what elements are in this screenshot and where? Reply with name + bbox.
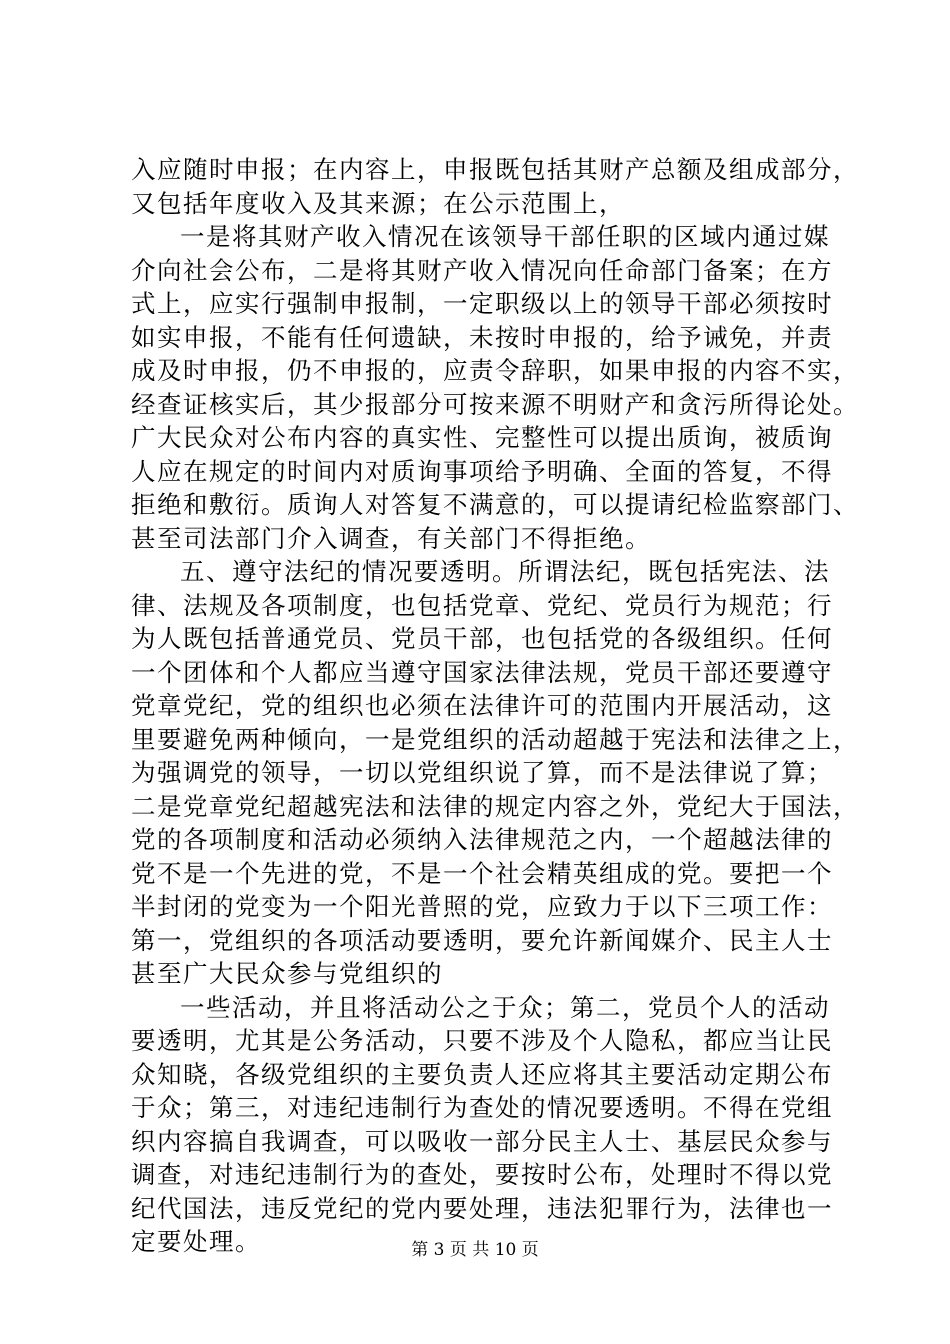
text-line: 于众；第三，对违纪违制行为查处的情况要透明。不得在党组 <box>131 1093 833 1122</box>
text-line: 众知晓，各级党组织的主要负责人还应将其主要活动定期公布 <box>131 1059 833 1089</box>
text-line: 调查，对违纪违制行为的查处，要按时公布，处理时不得以党 <box>131 1160 833 1189</box>
text-line: 又包括年度收入及其来源；在公示范围上， <box>131 188 625 218</box>
text-line: 党不是一个先进的党，不是一个社会精英组成的党。要把一个 <box>131 858 833 888</box>
text-line: 二是党章党纪超越宪法和法律的规定内容之外，党纪大于国法， <box>131 791 859 821</box>
text-line: 律、法规及各项制度，也包括党章、党纪、党员行为规范；行 <box>131 590 833 620</box>
text-line: 要透明，尤其是公务活动，只要不涉及个人隐私，都应当让民 <box>131 1026 833 1055</box>
text-line: 甚至广大民众参与党组织的 <box>131 959 443 988</box>
text-line: 入应随时申报；在内容上，申报既包括其财产总额及组成部分， <box>131 155 859 184</box>
text-line: 一个团体和个人都应当遵守国家法律法规，党员干部还要遵守 <box>131 657 833 687</box>
text-line: 五、遵守法纪的情况要透明。所谓法纪，既包括宪法、法 <box>180 557 830 586</box>
text-line: 半封闭的党变为一个阳光普照的党，应致力于以下三项工作： <box>131 892 833 921</box>
text-line: 甚至司法部门介入调查，有关部门不得拒绝。 <box>131 523 651 553</box>
text-line: 里要避免两种倾向，一是党组织的活动超越于宪法和法律之上， <box>131 724 859 754</box>
text-line: 经查证核实后，其少报部分可按来源不明财产和贪污所得论处。 <box>131 389 859 419</box>
text-line: 为人既包括普通党员、党员干部，也包括党的各级组织。任何 <box>131 624 833 653</box>
text-line: 第一，党组织的各项活动要透明，要允许新闻媒介、民主人士 <box>131 925 833 955</box>
text-line: 织内容搞自我调查，可以吸收一部分民主人士、基层民众参与 <box>131 1126 833 1156</box>
document-body <box>131 153 859 1259</box>
text-line: 一是将其财产收入情况在该领导干部任职的区域内通过媒 <box>180 222 830 251</box>
text-line: 介向社会公布，二是将其财产收入情况向任命部门备案；在方 <box>131 255 833 285</box>
text-line: 广大民众对公布内容的真实性、完整性可以提出质询，被质询 <box>131 423 833 452</box>
text-line: 如实申报，不能有任何遗缺，未按时申报的，给予诫免，并责 <box>131 322 833 352</box>
text-line: 党章党纪，党的组织也必须在法律许可的范围内开展活动，这 <box>131 691 833 720</box>
text-line: 人应在规定的时间内对质询事项给予明确、全面的答复，不得 <box>131 456 833 486</box>
text-line: 成及时申报，仍不申报的，应责令辞职，如果申报的内容不实， <box>131 356 859 385</box>
text-line: 拒绝和敷衍。质询人对答复不满意的，可以提请纪检监察部门、 <box>131 490 859 519</box>
text-line: 式上，应实行强制申报制，一定职级以上的领导干部必须按时 <box>131 289 833 318</box>
text-line: 定要处理。 <box>131 1227 261 1256</box>
text-line: 为强调党的领导，一切以党组织说了算，而不是法律说了算； <box>131 758 833 787</box>
text-line: 纪代国法，违反党纪的党内要处理，违法犯罪行为，法律也一 <box>131 1193 833 1223</box>
page-footer: 第 3 页 共 10 页 <box>411 1240 539 1260</box>
text-line: 党的各项制度和活动必须纳入法律规范之内，一个超越法律的 <box>131 825 833 854</box>
text-line: 一些活动，并且将活动公之于众；第二，党员个人的活动 <box>180 992 830 1022</box>
